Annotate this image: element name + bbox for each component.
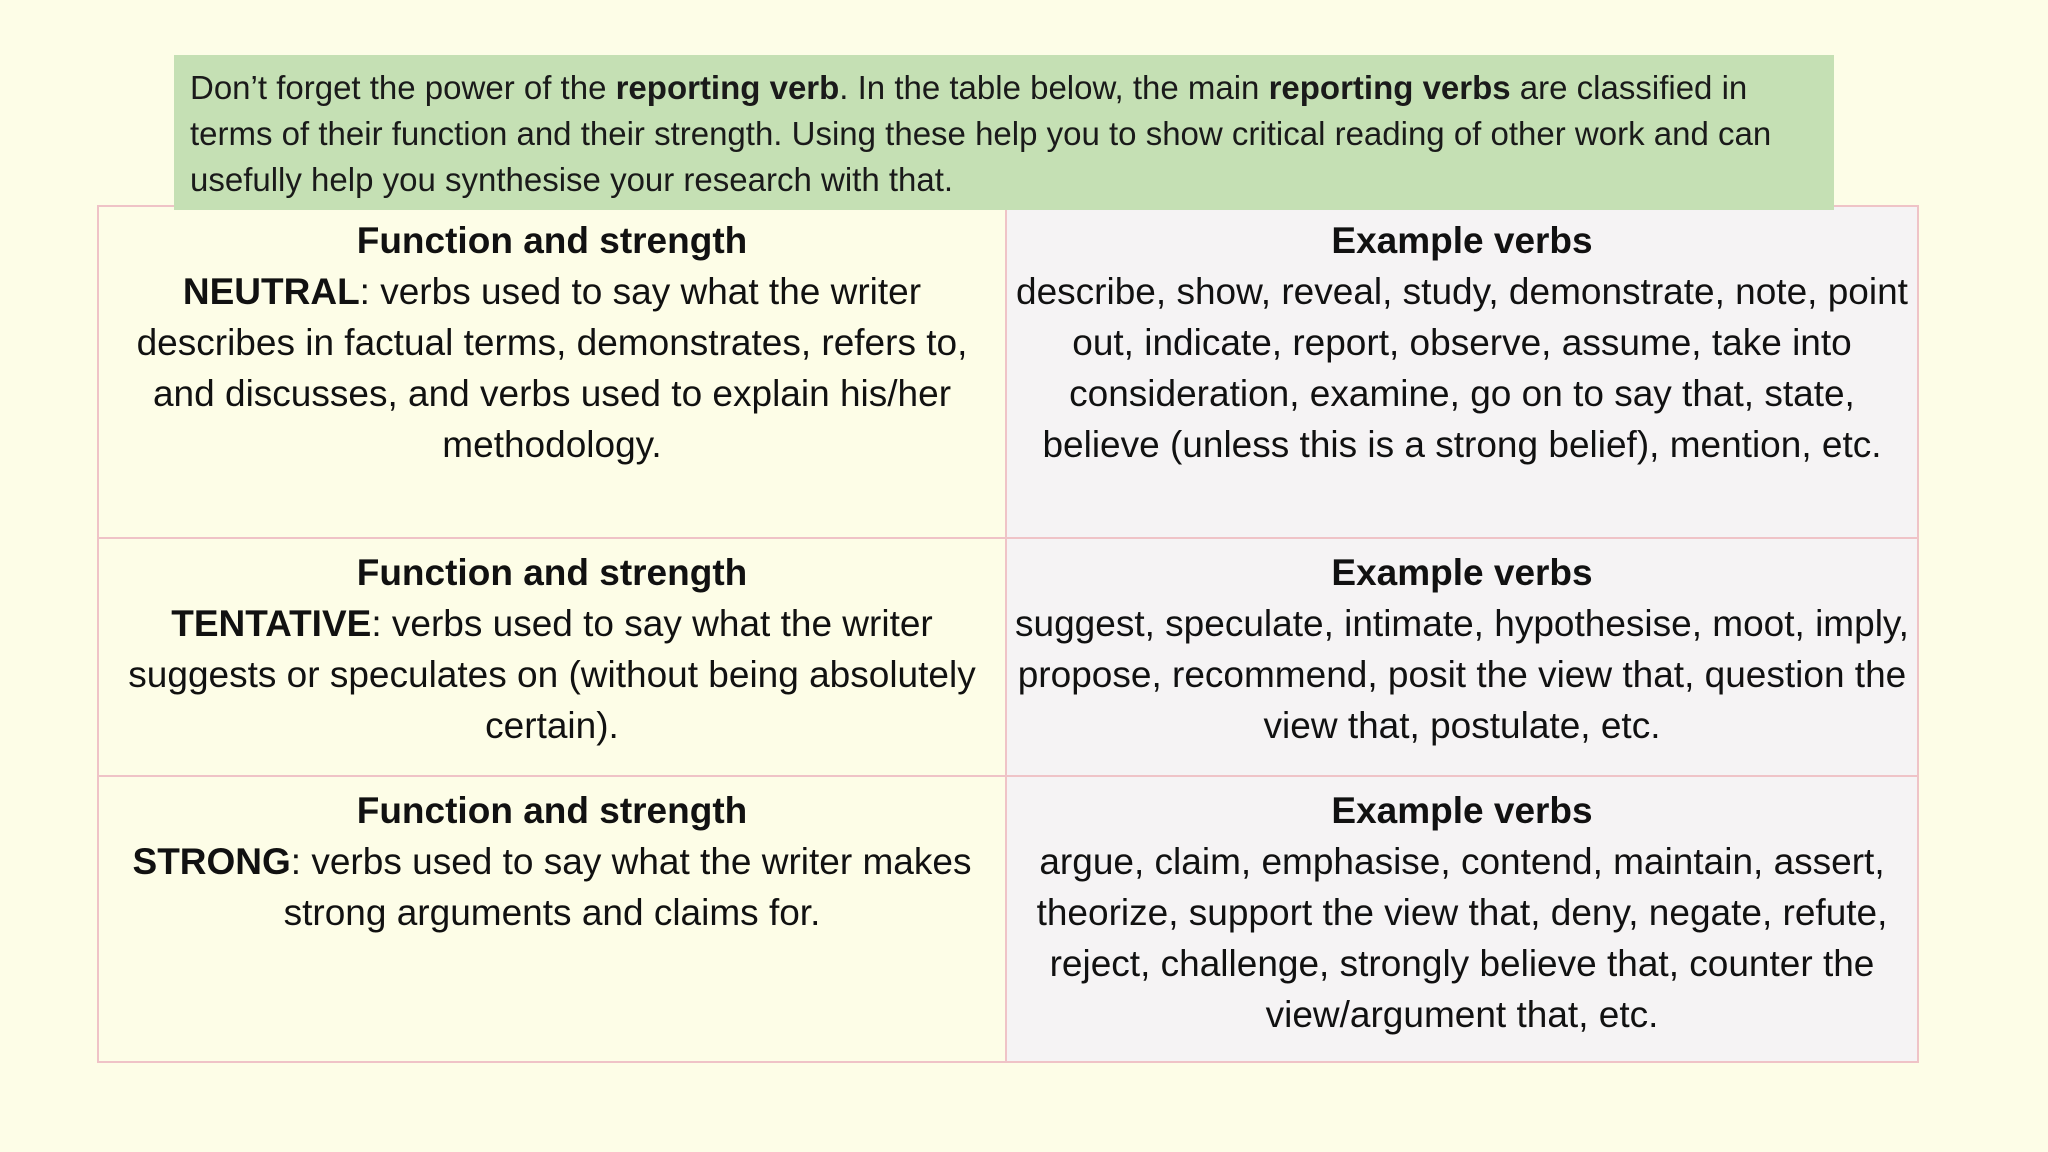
verbs-heading: Example verbs [1331, 790, 1593, 831]
reporting-verbs-table [97, 205, 1919, 1063]
verbs-cell-strong [1006, 776, 1918, 1062]
verbs-cell-neutral [1006, 206, 1918, 538]
function-cell-tentative [98, 538, 1006, 776]
level-label-strong: STRONG [132, 841, 291, 882]
intro-text-part2: . In the table below, the main [839, 69, 1269, 106]
function-description: : verbs used to say what the writer describes in factual terms, demonstrates, refers to, and discusses, and verbs used to explain his/her methodology. [136, 271, 968, 465]
intro-text-part3: are classified in terms of their function and their strength. Using these help you to show critical reading of other work and can usefully help you synthesise your research with that. [190, 69, 1772, 198]
intro-text-part1: Don’t forget the power of the [190, 69, 616, 106]
intro-bold-reporting-verbs: reporting verbs [1268, 69, 1511, 106]
function-heading: Function and strength [356, 220, 748, 261]
function-description: : verbs used to say what the writer makes strong arguments and claims for. [283, 841, 972, 933]
verbs-list: describe, show, reveal, study, demonstrate, note, point out, indicate, report, observe, assume, take into consideration, examine, go on to say that, state, believe (unless this is a strong belief), mention, etc. [1016, 271, 1908, 465]
verbs-list: suggest, speculate, intimate, hypothesise, moot, imply, propose, recommend, posit the view that, question the view that, postulate, etc. [1015, 603, 1909, 746]
verbs-heading: Example verbs [1331, 220, 1593, 261]
verbs-list: argue, claim, emphasise, contend, maintain, assert, theorize, support the view that, deny, negate, refute, reject, challenge, strongly believe that, counter the view/argument that, etc. [1036, 841, 1888, 1035]
table-row-tentative [98, 538, 1918, 776]
intro-bold-reporting-verb: reporting verb [615, 69, 840, 106]
intro-callout [174, 55, 1834, 210]
function-description: : verbs used to say what the writer suggests or speculates on (without being absolutely certain). [128, 603, 976, 746]
verbs-heading: Example verbs [1331, 552, 1593, 593]
level-label-neutral: NEUTRAL [182, 271, 360, 312]
function-heading: Function and strength [356, 552, 748, 593]
function-heading: Function and strength [356, 790, 748, 831]
verbs-cell-tentative [1006, 538, 1918, 776]
table-row-strong [98, 776, 1918, 1062]
function-cell-neutral [98, 206, 1006, 538]
level-label-tentative: TENTATIVE [171, 603, 372, 644]
table-row-neutral [98, 206, 1918, 538]
function-cell-strong [98, 776, 1006, 1062]
